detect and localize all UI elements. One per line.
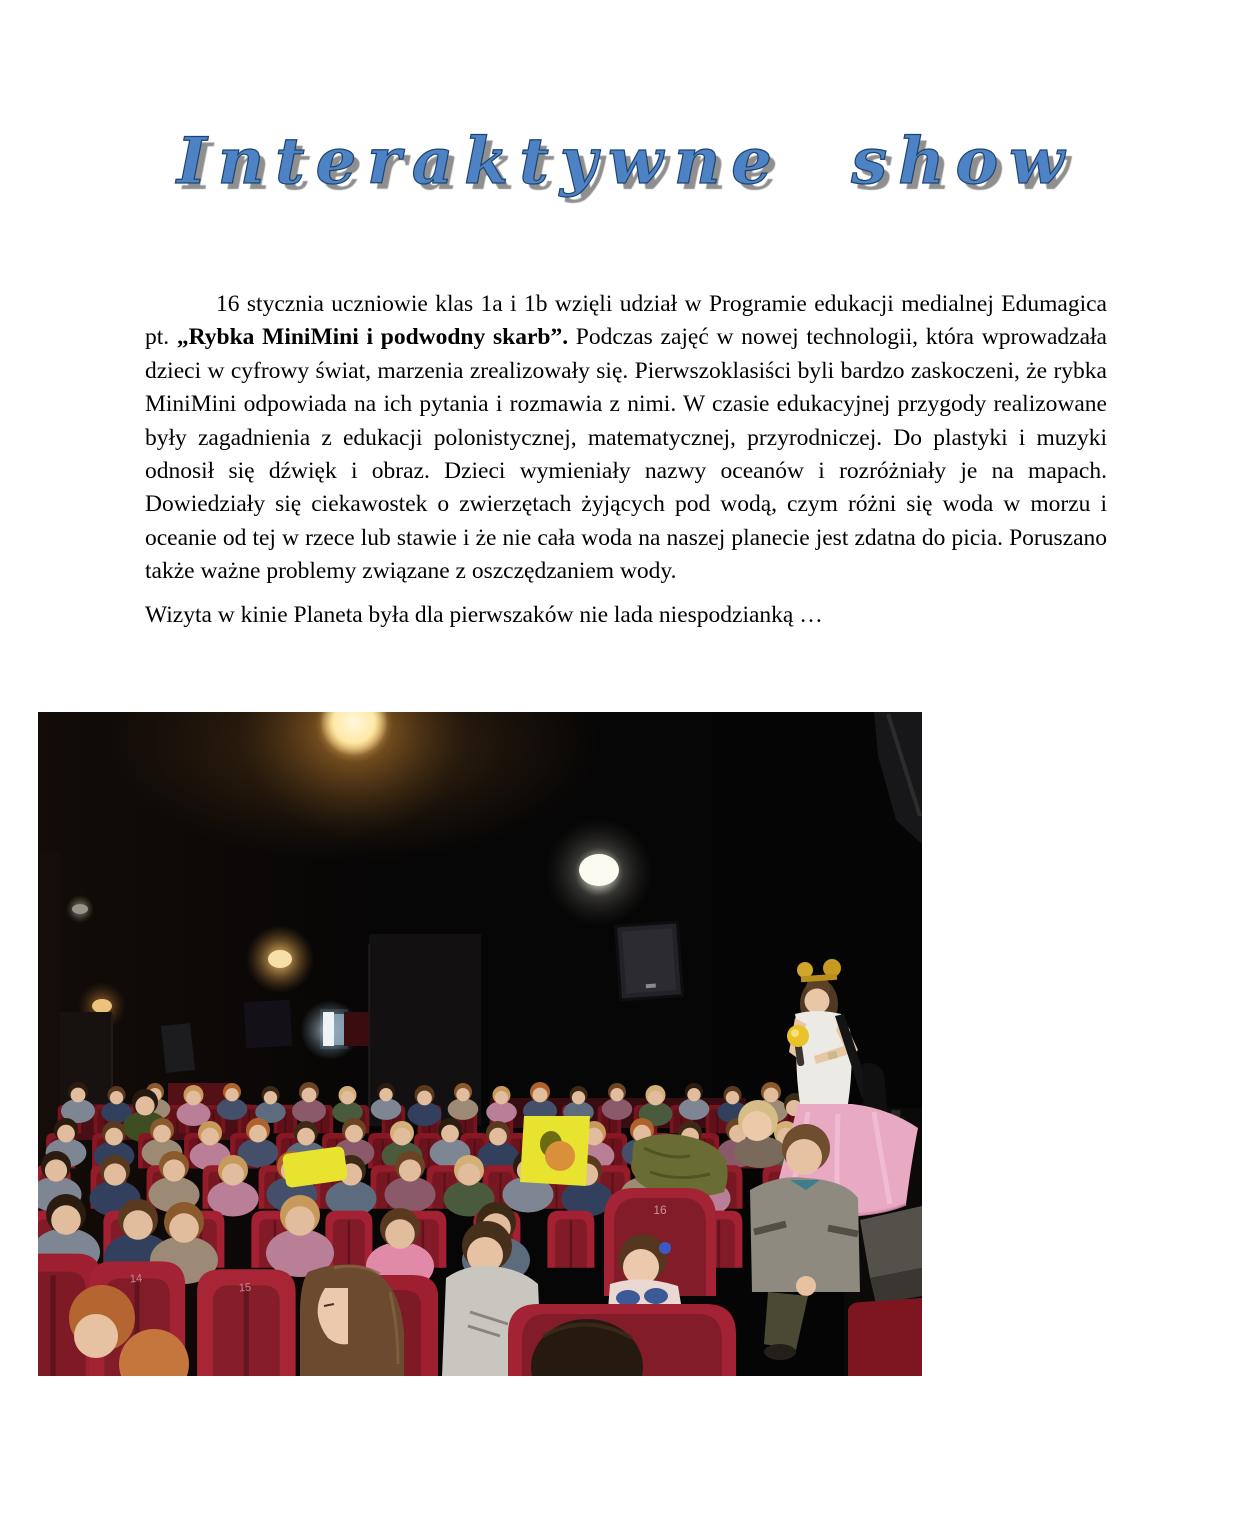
paragraph1-bold-text: „Rybka MiniMini i podwodny skarb”. bbox=[176, 324, 569, 351]
body-paragraph-1 bbox=[145, 288, 1107, 589]
cinema-photo-graphic bbox=[38, 712, 922, 1376]
seat-number: 16 bbox=[653, 1203, 667, 1218]
wall-speaker-icon bbox=[616, 922, 683, 1000]
yellow-microphone-icon bbox=[787, 1025, 809, 1047]
side-speaker-icon bbox=[161, 1023, 196, 1074]
page-title: Interaktywne show bbox=[176, 124, 1076, 199]
glowing-screen-icon bbox=[323, 1012, 334, 1046]
orange-ball-icon bbox=[545, 1141, 575, 1171]
article-body bbox=[145, 288, 1107, 632]
wall-panel bbox=[244, 1000, 292, 1048]
paragraph1-text-after-bold: Podczas zajęć w nowej technologii, która wprowadzała dzieci w cyfrowy świat, marzenia zrealizowały się. Pierwszoklasiści byli bardzo zaskoczeni, że rybka MiniMini odpowiada na ich pytania i rozmawia z nimi. W czasie edukacyjnej przygody realizowane były zagadnienia z edukacji polonistycznej, matematycznej, przyrodniczej. Do plastyki i muzyki odnosił się dźwięk i obraz. Dzieci wymieniały nazwy oceanów i rozróżniały je na mapach. Dowiedziały się ciekawostek o zwierzętach żyjących pod wodą, czym różni się woda w morzu i oceanie od tej w rzece lub stawie i że nie cała woda na naszej planecie jest zdatna do picia. Poruszano także ważne problemy związane z oszczędzaniem wody. bbox=[145, 324, 1107, 585]
cinema-photo bbox=[38, 712, 922, 1376]
seat-number: 14 bbox=[129, 1272, 143, 1286]
body-paragraph-2: Wizyta w kinie Planeta była dla pierwszaków nie lada niespodzianką … bbox=[145, 601, 823, 628]
blue-bow-icon bbox=[659, 1242, 671, 1254]
paragraph1-text-before-bold: 16 stycznia uczniowie klas 1a i 1b wzięli udział w Programie edukacji medialnej Edumagica pt. bbox=[145, 291, 1107, 351]
seat-number: 15 bbox=[238, 1281, 252, 1295]
corner-seat bbox=[848, 1298, 922, 1376]
wall-lamp-icon bbox=[72, 904, 88, 914]
